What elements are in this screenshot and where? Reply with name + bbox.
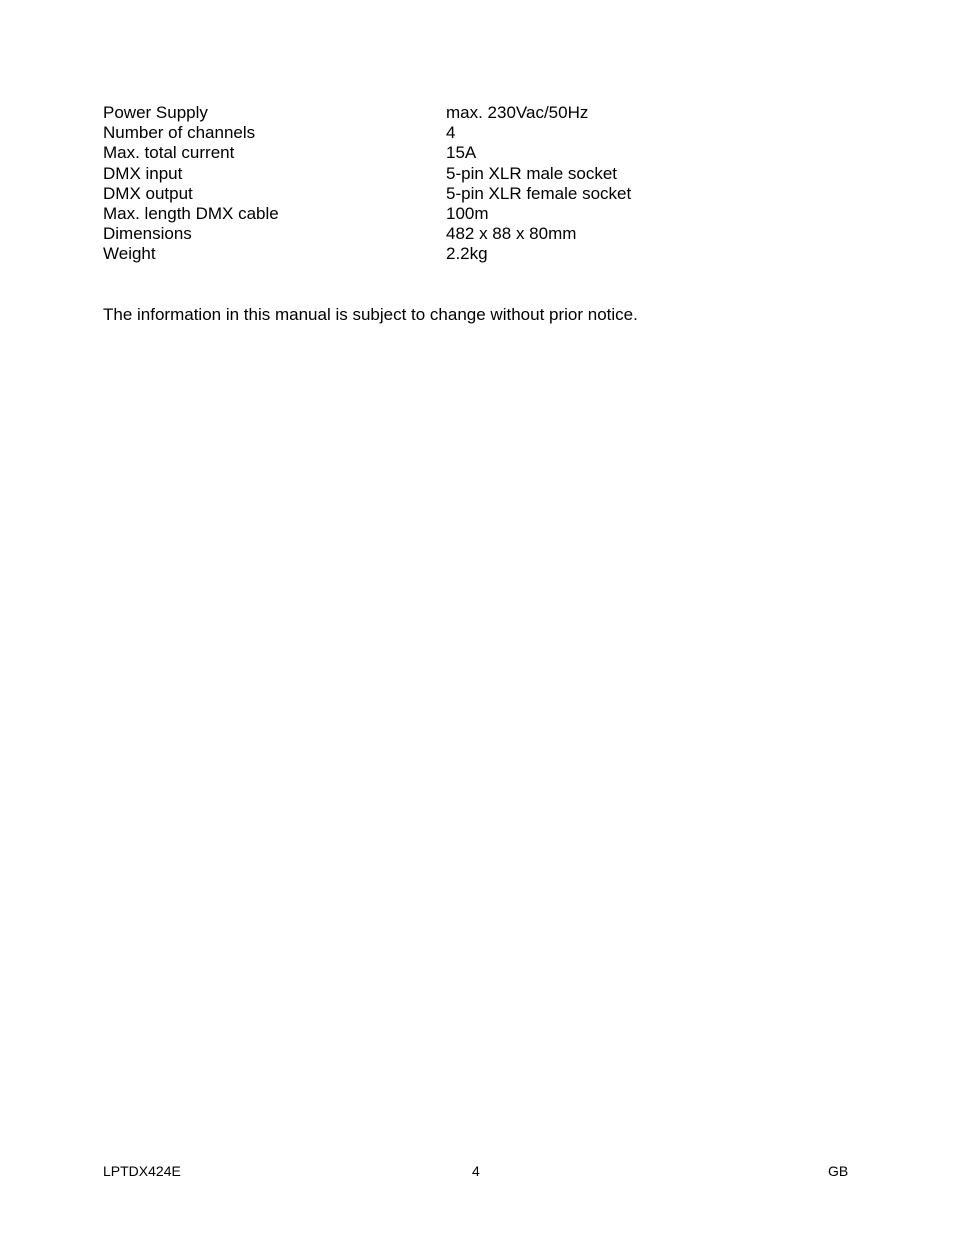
spec-row-power-supply bbox=[103, 103, 631, 123]
spec-value: 15A bbox=[446, 143, 477, 163]
spec-label: Power Supply bbox=[103, 103, 208, 122]
spec-label: Max. total current bbox=[103, 143, 235, 163]
spec-value: 100m bbox=[446, 203, 489, 223]
spec-label: DMX output bbox=[103, 183, 193, 203]
spec-row-dmx-input bbox=[103, 164, 631, 184]
spec-row-max-length-dmx-cable bbox=[103, 204, 631, 224]
spec-label: Weight bbox=[103, 244, 156, 264]
footer-model: LPTDX424E bbox=[103, 1163, 181, 1179]
spec-row-number-of-channels bbox=[103, 123, 631, 143]
footer-language: GB bbox=[828, 1163, 849, 1179]
spec-value: 5-pin XLR female socket bbox=[446, 183, 632, 203]
spec-row-weight bbox=[103, 244, 631, 264]
spec-row-dmx-output bbox=[103, 184, 631, 204]
spec-value: 2.2kg bbox=[446, 244, 488, 264]
spec-label: Number of channels bbox=[103, 123, 256, 143]
spec-value: max. 230Vac/50Hz bbox=[446, 103, 589, 122]
spec-value: 5-pin XLR male socket bbox=[446, 163, 618, 183]
spec-label: DMX input bbox=[103, 163, 183, 183]
specifications-list bbox=[103, 103, 631, 265]
change-notice: The information in this manual is subject to change without prior notice. bbox=[103, 305, 638, 324]
spec-value: 4 bbox=[446, 123, 456, 143]
spec-row-max-total-current bbox=[103, 143, 631, 163]
footer-page-number: 4 bbox=[472, 1163, 480, 1179]
spec-row-dimensions bbox=[103, 224, 631, 244]
spec-value: 482 x 88 x 80mm bbox=[446, 224, 577, 244]
spec-label: Max. length DMX cable bbox=[103, 203, 279, 223]
spec-label: Dimensions bbox=[103, 224, 192, 244]
